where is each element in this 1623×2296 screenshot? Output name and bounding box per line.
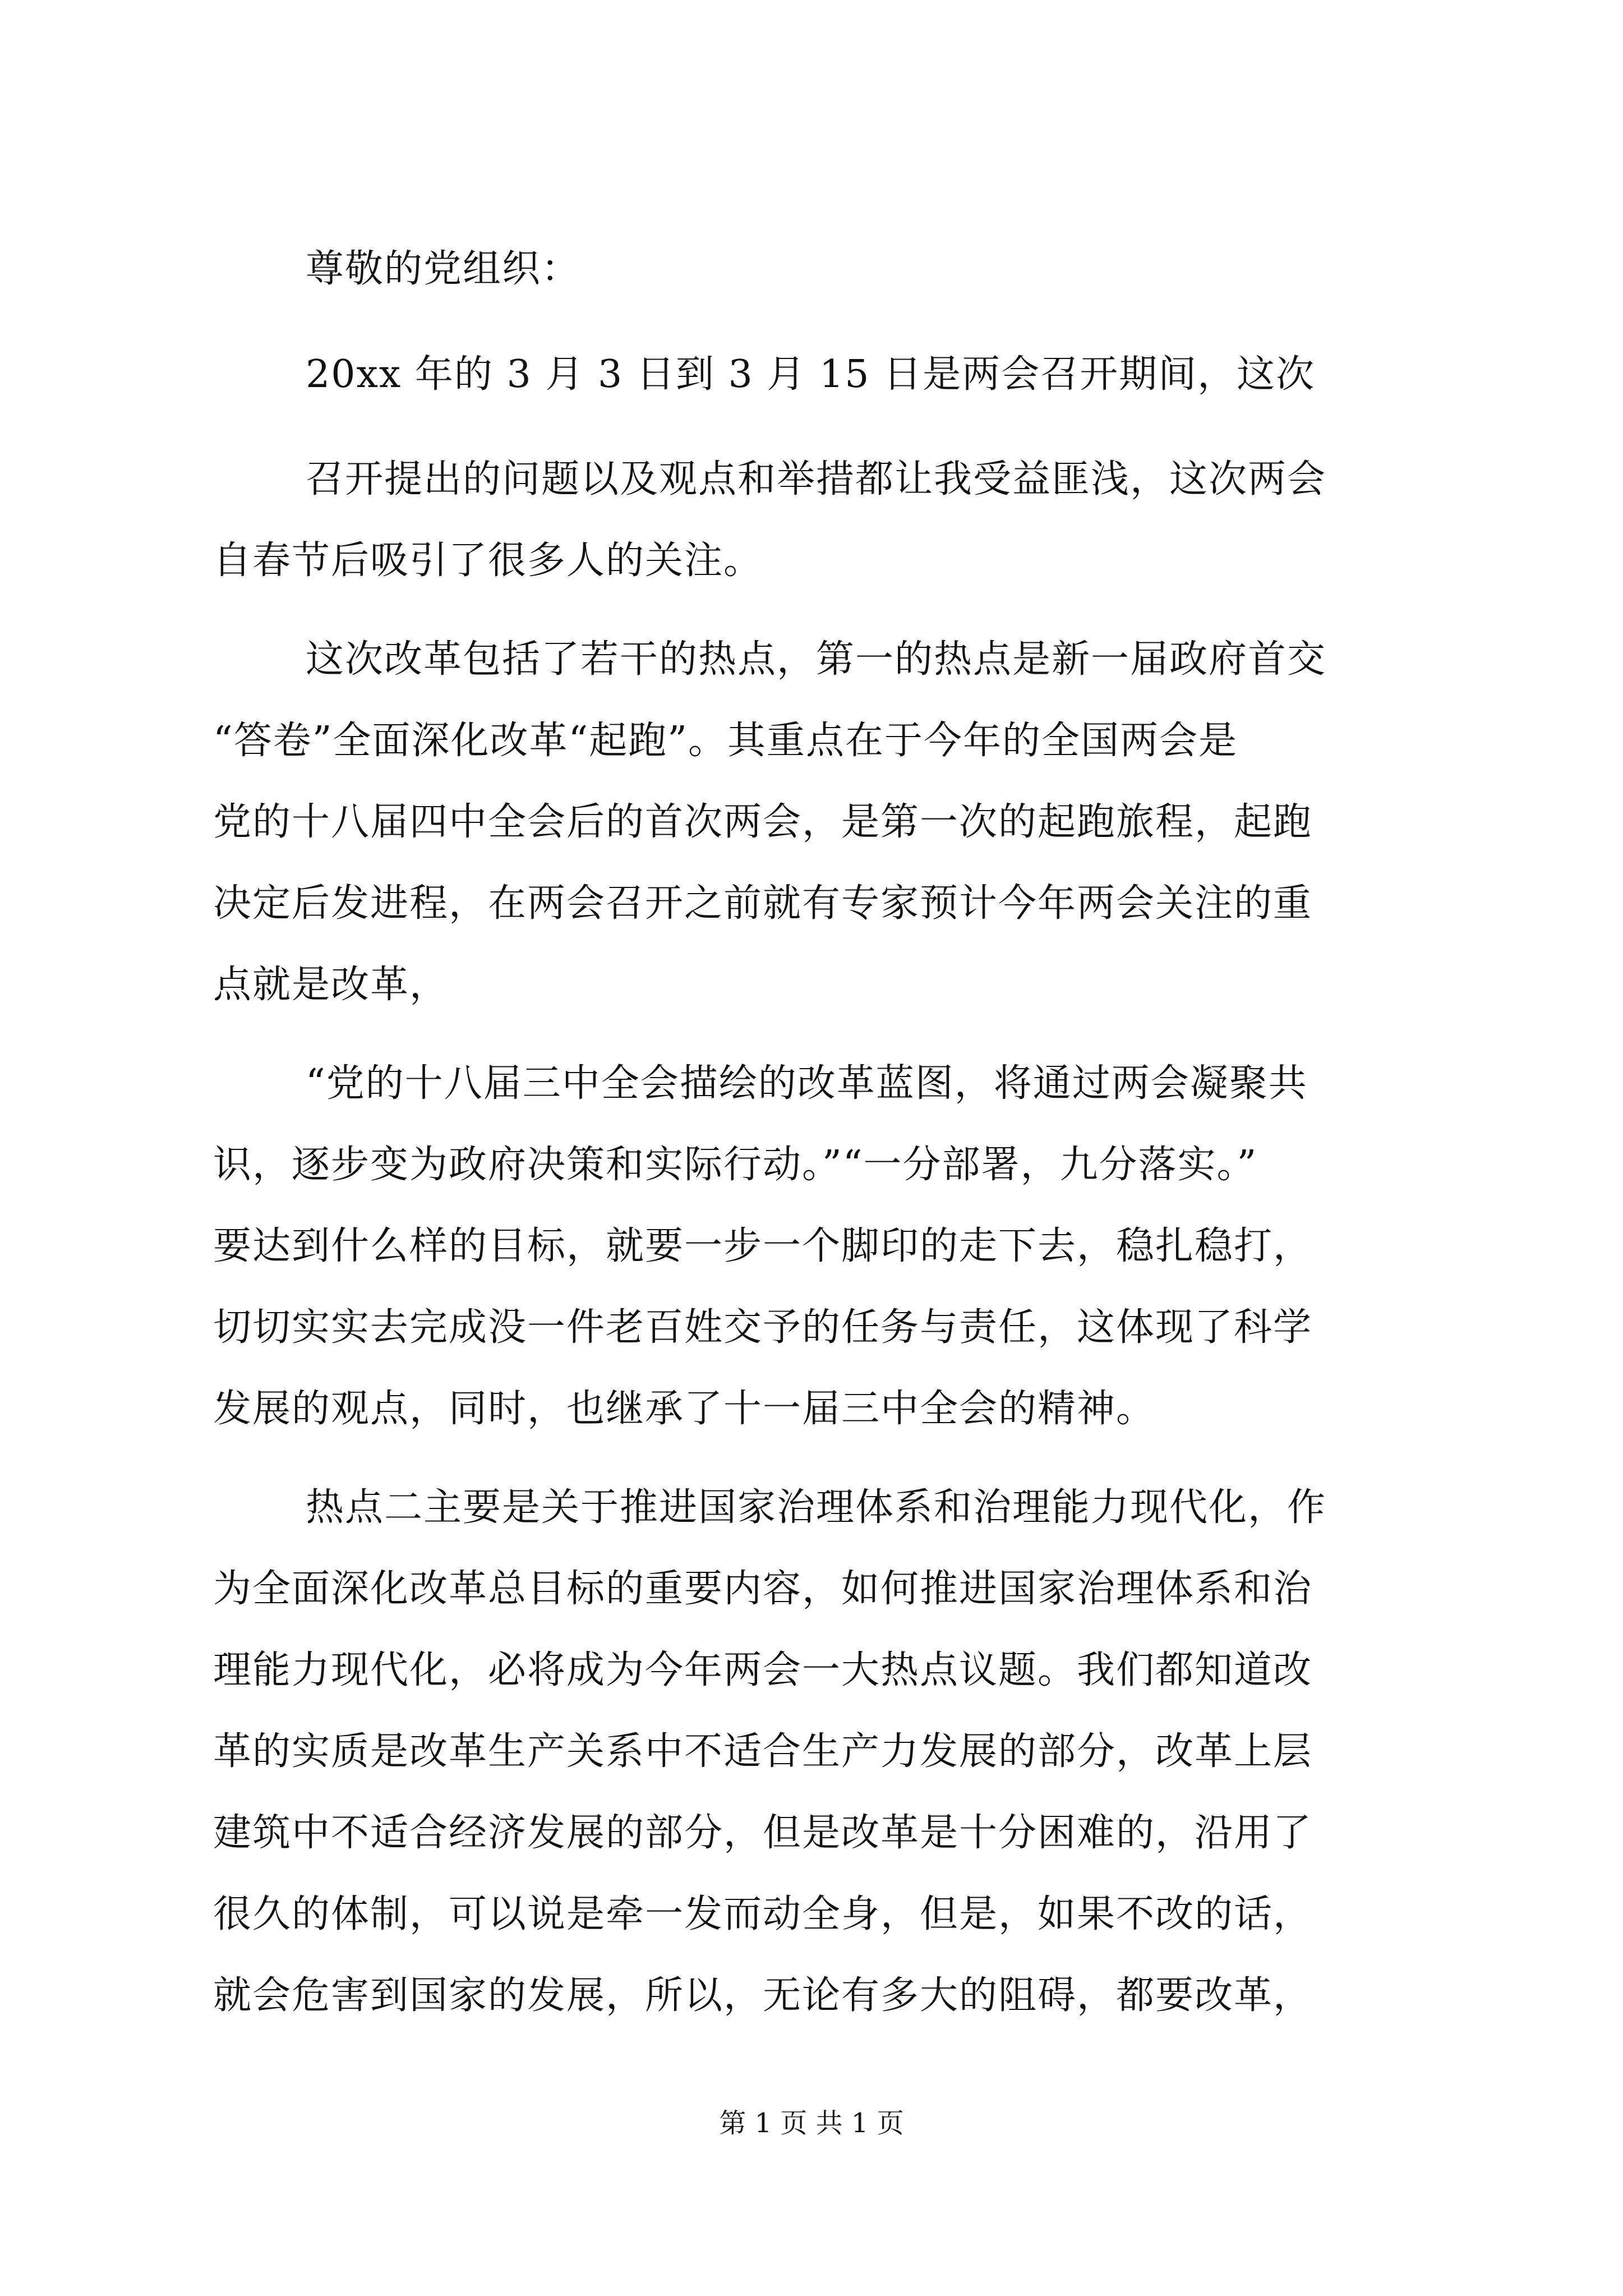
- paragraph-line: 发展的观点，同时，也继承了十一届三中全会的精神。: [213, 1387, 1156, 1431]
- paragraph-line: 很久的体制，可以说是牵一发而动全身，但是，如果不改的话，: [213, 1892, 1313, 1936]
- paragraph-line: 就会危害到国家的发展，所以，无论有多大的阻碍，都要改革，: [213, 1973, 1313, 2018]
- salutation: 尊敬的党组织：: [306, 247, 581, 291]
- paragraph-line: 党的十八届四中全会后的首次两会，是第一次的起跑旅程，起跑: [213, 800, 1313, 844]
- paragraph-line: 自春节后吸引了很多人的关注。: [213, 539, 763, 583]
- paragraph-line: “答卷”全面深化改革“起跑”。其重点在于今年的全国两会是: [213, 719, 1238, 763]
- paragraph-line: 要达到什么样的目标，就要一步一个脚印的走下去，稳扎稳打，: [213, 1224, 1313, 1268]
- paragraph-line: 20xx 年的 3 月 3 日到 3 月 15 日是两会召开期间，这次: [306, 352, 1316, 397]
- paragraph-line: 点就是改革，: [213, 963, 449, 1007]
- paragraph-line: 这次改革包括了若干的热点，第一的热点是新一届政府首交: [306, 637, 1327, 682]
- paragraph-line: 决定后发进程，在两会召开之前就有专家预计今年两会关注的重: [213, 881, 1313, 926]
- paragraph-line: 建筑中不适合经济发展的部分，但是改革是十分困难的，沿用了: [213, 1811, 1313, 1855]
- paragraph-line: 召开提出的问题以及观点和举措都让我受益匪浅，这次两会: [306, 457, 1327, 501]
- paragraph-line: “党的十八届三中全会描绘的改革蓝图，将通过两会凝聚共: [306, 1061, 1308, 1106]
- paragraph-line: 理能力现代化，必将成为今年两会一大热点议题。我们都知道改: [213, 1648, 1313, 1692]
- paragraph-line: 为全面深化改革总目标的重要内容，如何推进国家治理体系和治: [213, 1567, 1313, 1611]
- paragraph-line: 革的实质是改革生产关系中不适合生产力发展的部分，改革上层: [213, 1729, 1313, 1774]
- paragraph-line: 切切实实去完成没一件老百姓交予的任务与责任，这体现了科学: [213, 1305, 1313, 1350]
- paragraph-line: 识，逐步变为政府决策和实际行动。”“一分部署，九分落实。”: [213, 1143, 1258, 1187]
- page-number-footer: 第 1 页 共 1 页: [719, 2108, 904, 2139]
- paragraph-line: 热点二主要是关于推进国家治理体系和治理能力现代化，作: [306, 1485, 1327, 1530]
